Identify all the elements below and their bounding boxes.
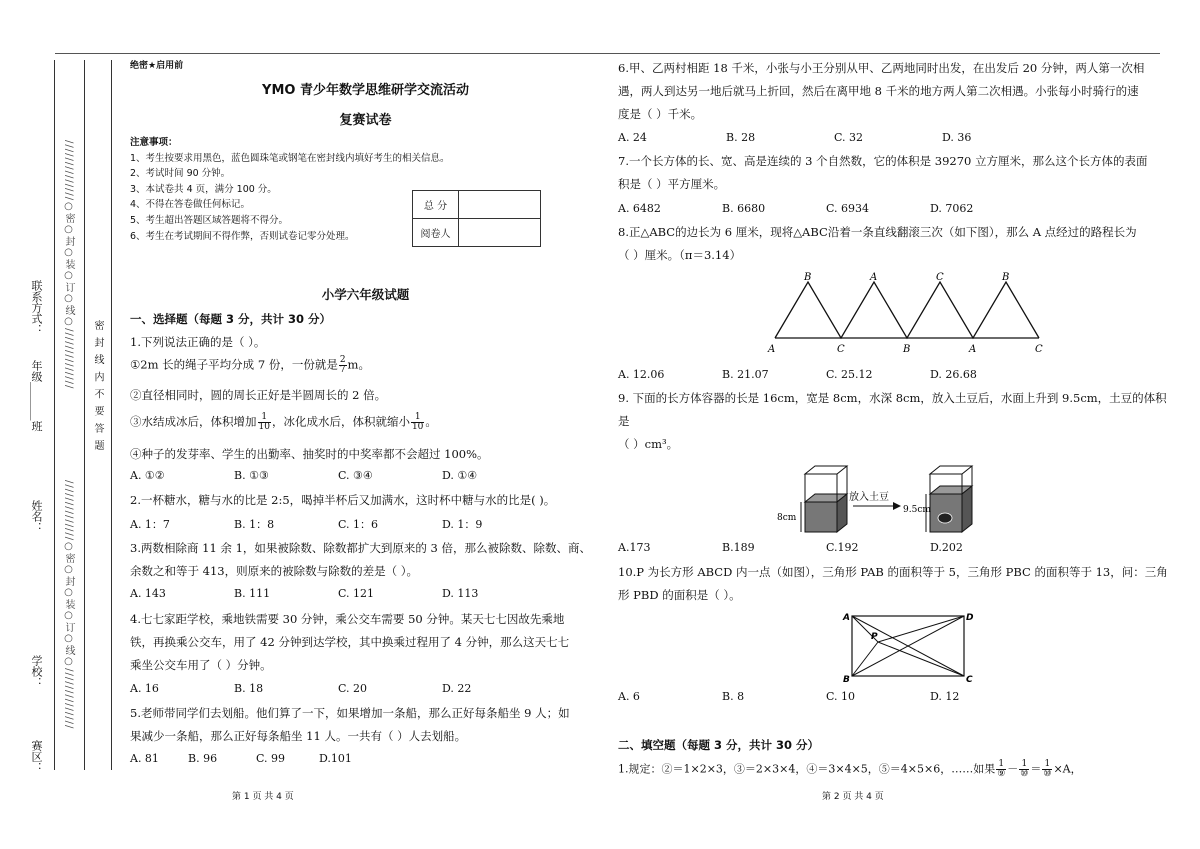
exam-title: YMO 青少年数学思维研学交流活动 <box>262 83 469 98</box>
q9-line-2: 是 <box>618 414 630 428</box>
instruction-item: 1、考生按要求用黑色，蓝色圆珠笔或钢笔在密封线内填好考生的相关信息。 <box>130 152 450 164</box>
arrow-label: 放入土豆 <box>849 492 889 503</box>
option-b[interactable]: B. 28 <box>726 131 756 144</box>
denominator: 7 <box>339 365 346 375</box>
vertex-label: C <box>936 272 944 283</box>
numerator: 1 <box>1019 760 1029 770</box>
vertex-label: C <box>837 344 845 355</box>
school-label: 学校： <box>30 655 43 688</box>
option-a[interactable]: A. 16 <box>130 682 159 695</box>
score-table <box>412 190 541 247</box>
option-c[interactable]: C.192 <box>826 541 859 554</box>
option-b[interactable]: B. ①③ <box>234 469 269 482</box>
instructions <box>130 135 450 244</box>
fraction <box>258 413 271 432</box>
option-c[interactable]: C. 25.12 <box>826 368 873 381</box>
exam-subtitle: 复赛试卷 <box>339 113 392 128</box>
margin-line-2 <box>84 60 85 770</box>
instruction-item: 4、不得在答卷做任何标记。 <box>130 199 251 211</box>
numerator: 1 <box>411 413 424 423</box>
point-label: C <box>966 675 973 683</box>
fraction <box>1042 760 1052 779</box>
vertex-label: A <box>870 272 878 283</box>
arrow-head <box>893 502 901 510</box>
q10-line-2: 形 PBD 的面积是（ ）。 <box>618 588 741 602</box>
option-b[interactable]: B. 6680 <box>722 202 766 215</box>
option-c[interactable]: C. 1：6 <box>338 518 379 531</box>
page-footer-right: 第 2 页 共 4 页 <box>822 792 884 802</box>
q2-options <box>130 516 482 532</box>
q4-options <box>130 682 471 695</box>
q6-line-3: 度是（ ）千米。 <box>618 107 703 121</box>
option-d[interactable]: D. 113 <box>442 587 479 600</box>
q10-options <box>618 690 959 703</box>
point-label: P <box>871 632 878 642</box>
instruction-item: 3、本试卷共 4 页，满分 100 分。 <box>130 183 277 195</box>
option-b[interactable]: B. 96 <box>188 752 218 765</box>
q8-line-2: （ ）厘米。（π＝3.14） <box>618 248 742 262</box>
segment-pd <box>878 616 964 642</box>
option-a[interactable]: A.173 <box>618 541 651 554</box>
depth-label: 8cm <box>777 513 797 523</box>
option-b[interactable]: B. 21.07 <box>722 368 769 381</box>
q4-line-1: 4.七七家距学校，乘地铁需要 30 分钟，乘公交车需要 50 分钟。某天七七因故先乘地 <box>130 612 565 626</box>
q9-line-1: 9. 下面的长方体容器的长是 16cm，宽是 8cm，水深 8cm，放入土豆后，水面上升到 9.5cm，土豆的体积 <box>618 391 1167 405</box>
contact-label: 联系方式： <box>30 280 43 335</box>
rectangle-figure <box>838 608 978 683</box>
water-side-raised <box>962 486 972 532</box>
q4-line-2: 铁，再换乘公交车，用了 42 分钟到达学校，其中换乘过程用了 4 分钟，那么这天七七 <box>130 635 570 649</box>
option-a[interactable]: A. 81 <box>130 752 159 765</box>
secret-mark: 绝密★启用前 <box>130 61 184 71</box>
minus-sign: － <box>1007 762 1019 776</box>
option-b[interactable]: B. 111 <box>234 587 271 600</box>
option-b[interactable]: B. 8 <box>722 690 745 703</box>
container-top-2 <box>930 466 972 474</box>
q10-line-1: 10.P 为长方形 ABCD 内一点（如图），三角形 PAB 的面积等于 5，三角形 PBC 的面积等于 13，问：三角 <box>618 565 1168 579</box>
q5-options <box>130 752 352 765</box>
q8-options <box>618 368 977 381</box>
fill-q1-text: 1.规定：②＝1×2×3，③＝2×3×4，④＝3×4×5，⑤＝4×5×6，……如果 <box>618 762 996 776</box>
vertex-label: B <box>903 344 911 355</box>
triangle-zigzag <box>775 282 1039 338</box>
vertex-label: B <box>1002 272 1010 283</box>
container-top <box>805 466 847 474</box>
q5-line-2: 果减少一条船，那么正好每条船坐 11 人。一共有（ ）人去划船。 <box>130 729 467 743</box>
page-footer-left: 第 1 页 共 4 页 <box>232 792 294 802</box>
q1-s3-text-a: ③水结成冰后，体积增加 <box>130 414 257 429</box>
q1-s1-unit: m。 <box>347 357 370 372</box>
q1-s3-text-c: 。 <box>425 414 437 429</box>
option-c[interactable]: C. 32 <box>834 131 864 144</box>
vertex-label: A <box>768 344 776 355</box>
option-c[interactable]: C. 10 <box>826 690 856 703</box>
q1-s3-text-b: ，冰化成水后，体积就缩小 <box>271 414 410 429</box>
q4-line-3: 乘坐公交车用了（ ）分钟。 <box>130 658 272 672</box>
option-d[interactable]: D.202 <box>930 541 963 554</box>
option-c[interactable]: C. ③④ <box>338 469 373 482</box>
fraction <box>1019 760 1029 779</box>
point-label: D <box>966 613 974 623</box>
option-a[interactable]: A. 24 <box>618 131 647 144</box>
instructions-heading: 注意事项： <box>130 137 178 148</box>
rolling-triangle-figure <box>760 268 1060 360</box>
q6-line-2: 遇，两人到达另一地后就马上折回，然后在离甲地 8 千米的地方两人第二次相遇。小张每小时骑行的速 <box>618 84 1139 98</box>
equals-sign: ＝ <box>1030 762 1042 776</box>
denominator: 10 <box>411 422 424 432</box>
denominator: 10 <box>258 422 270 432</box>
vertex-label: A <box>969 344 977 355</box>
denominator: ⑨ <box>997 769 1006 779</box>
q1-statement-3 <box>130 413 437 432</box>
margin-line-1 <box>54 60 55 770</box>
section1-heading: 一、选择题（每题 3 分，共计 30 分） <box>130 312 332 326</box>
q3-options <box>130 587 478 600</box>
option-d[interactable]: D. 22 <box>442 682 472 695</box>
margin-line-3 <box>111 60 112 770</box>
fill-q1 <box>618 760 1163 779</box>
potato-shape <box>938 513 952 523</box>
q3-line-2: 余数之和等于 413，则原来的被除数与除数的差是（ ）。 <box>130 564 419 578</box>
container-figure <box>775 462 985 542</box>
water-volume <box>805 502 837 532</box>
q5-line-1: 5.老师带同学们去划船。他们算了一下，如果增加一条船，那么正好每条船坐 9 人；如 <box>130 706 570 720</box>
numerator: 2 <box>339 355 346 365</box>
seal-line-text: //////////////○密○封○装○订○线○////////////// <box>63 140 74 390</box>
q9-line-3: （ ）cm³。 <box>618 437 679 451</box>
numerator: 1 <box>1042 760 1052 770</box>
vertex-label: B <box>804 272 812 283</box>
option-a[interactable]: A. 6482 <box>618 202 661 215</box>
total-score-cell[interactable] <box>459 191 541 219</box>
q1-statement-4: ④种子的发芽率、学生的出勤率、抽奖时的中奖率都不会超过 100%。 <box>130 447 489 461</box>
option-c[interactable]: C. 121 <box>338 587 375 600</box>
option-d[interactable]: D. 12 <box>930 690 960 703</box>
denominator: ⑩ <box>1020 769 1029 779</box>
no-answer-note: 密 封 线 内 不 要 答 题 <box>92 320 103 453</box>
q1-stem: 1.下列说法正确的是（ ）。 <box>130 335 266 349</box>
q7-options <box>618 202 973 215</box>
name-label: 姓名： <box>30 500 43 533</box>
q1-statement-1 <box>130 356 370 375</box>
denominator: ⑩ <box>1043 769 1052 779</box>
total-score-label: 总 分 <box>413 191 459 219</box>
section2-heading: 二、填空题（每题 3 分，共计 30 分） <box>618 738 820 752</box>
q1-s1-text: ①2m 长的绳子平均分成 7 份，一份就是 <box>130 357 338 372</box>
option-a[interactable]: A. ①② <box>130 469 165 482</box>
instruction-item: 5、考生超出答题区域答题将不得分。 <box>130 214 289 226</box>
option-a[interactable]: A. 6 <box>618 690 640 703</box>
instruction-item: 2、考试时间 90 分钟。 <box>130 168 231 180</box>
option-c[interactable]: C. 20 <box>338 682 368 695</box>
q1-statement-2: ②直径相同时，圆的周长正好是半圆周长的 2 倍。 <box>130 388 387 402</box>
top-rule <box>55 53 1160 54</box>
option-b[interactable]: B. 18 <box>234 682 264 695</box>
segment-pc <box>878 642 964 676</box>
numerator: 1 <box>996 760 1006 770</box>
instruction-item: 6、考生在考试期间不得作弊，否则试卷记零分处理。 <box>130 230 355 242</box>
option-d[interactable]: D.101 <box>319 752 352 765</box>
q7-line-2: 积是（ ）平方厘米。 <box>618 177 726 191</box>
option-d[interactable]: D. 1：9 <box>442 518 483 531</box>
fill-q1-tail: ×A， <box>1053 762 1082 776</box>
q8-line-1: 8.正△ABC的边长为 6 厘米，现将△ABC沿着一条直线翻滚三次（如下图），那么 A 点经过的路程长为 <box>618 225 1137 239</box>
fraction <box>339 356 347 375</box>
class-label: 年级_______班 <box>30 360 43 432</box>
segment-pb <box>852 642 878 676</box>
depth-label-2: 9.5cm <box>903 505 931 515</box>
fraction <box>996 760 1006 779</box>
seal-line-text-2: //////////////○密○封○装○订○线○////////////// <box>63 480 74 730</box>
point-label: B <box>843 675 850 683</box>
grader-cell[interactable] <box>459 219 541 247</box>
grader-label: 阅卷人 <box>413 219 459 247</box>
q1-options <box>130 469 477 482</box>
q9-options <box>618 541 963 554</box>
option-b[interactable]: B.189 <box>722 541 755 554</box>
region-label: 赛区： <box>30 740 43 773</box>
numerator: 1 <box>258 413 271 423</box>
grade-title: 小学六年级试题 <box>321 287 410 302</box>
option-c[interactable]: C. 6934 <box>826 202 870 215</box>
option-a[interactable]: A. 12.06 <box>618 368 665 381</box>
q6-line-1: 6.甲、乙两村相距 18 千米，小张与小王分别从甲、乙两地同时出发，在出发后 20 分钟，两人第一次相 <box>618 61 1145 75</box>
option-a[interactable]: A. 1：7 <box>130 518 170 531</box>
q7-line-1: 7.一个长方体的长、宽、高是连续的 3 个自然数，它的体积是 39270 立方厘米，那么这个长方体的表面 <box>618 154 1148 168</box>
option-d[interactable]: D. ①④ <box>442 469 478 482</box>
option-d[interactable]: D. 26.68 <box>930 368 977 381</box>
option-d[interactable]: D. 36 <box>942 131 972 144</box>
point-label: A <box>843 613 850 623</box>
fraction <box>411 413 424 432</box>
option-d[interactable]: D. 7062 <box>930 202 974 215</box>
option-a[interactable]: A. 143 <box>130 587 166 600</box>
vertex-label: C <box>1035 344 1043 355</box>
option-b[interactable]: B. 1：8 <box>234 518 275 531</box>
q2-stem: 2.一杯糖水，糖与水的比是 2:5，喝掉半杯后又加满水，这时杯中糖与水的比是( )。 <box>130 493 556 507</box>
q6-options <box>618 131 971 144</box>
option-c[interactable]: C. 99 <box>256 752 286 765</box>
q3-line-1: 3.两数相除商 11 余 1，如果被除数、除数都扩大到原来的 3 倍，那么被除数、除数、商、 <box>130 541 592 555</box>
